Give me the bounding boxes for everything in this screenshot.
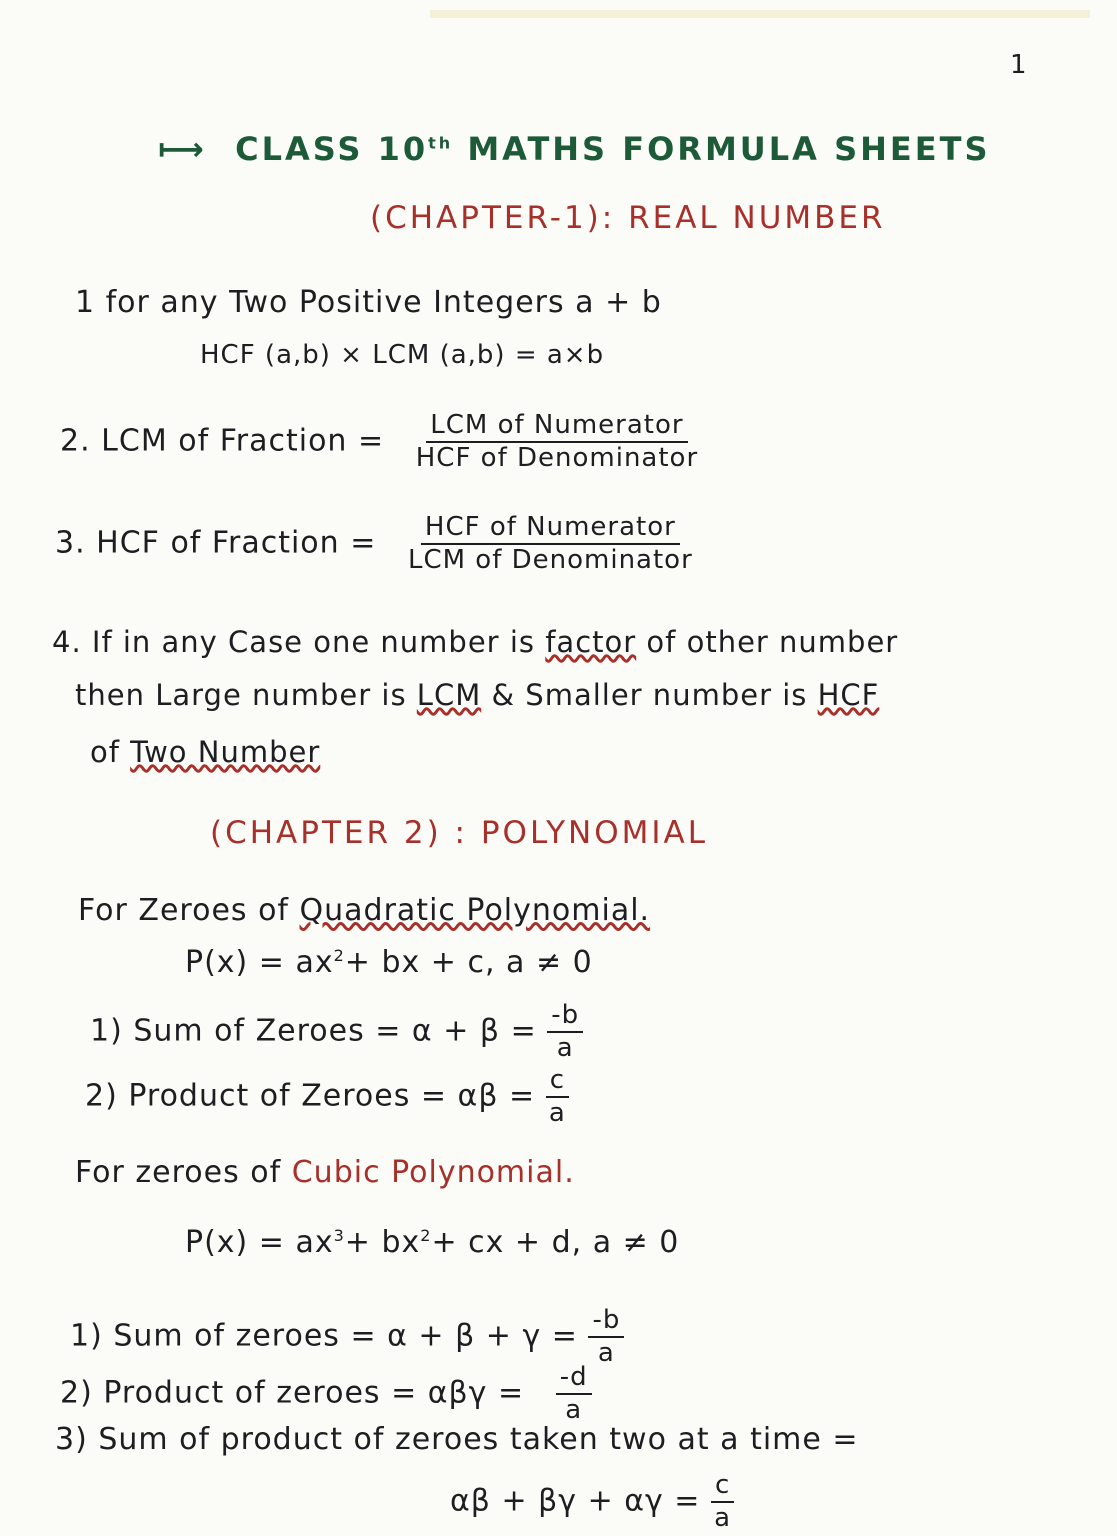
product-fraction (546, 1065, 569, 1129)
arrow-right-icon: ⟼ (158, 130, 207, 168)
cubic-sop-label: 3) Sum of product of zeroes taken two at a time = (55, 1422, 859, 1457)
sop-fraction (711, 1470, 734, 1534)
item1-text: 1 for any Two Positive Integers a + b (75, 285, 662, 320)
denominator: a (556, 1033, 574, 1064)
poly-exp: 2 (420, 1226, 432, 1245)
item4-line3 (90, 735, 320, 769)
item4-two-number: Two Number (130, 735, 321, 769)
denominator: a (548, 1098, 566, 1129)
cubic-product (60, 1362, 592, 1426)
quadratic-intro (78, 893, 650, 928)
item4-text: then Large number is (75, 678, 417, 712)
item3-label: 3. HCF of Fraction = (55, 525, 377, 561)
product-label: 2) Product of zeroes = αβγ = (60, 1375, 535, 1411)
denominator: a (714, 1503, 732, 1534)
item2 (60, 410, 698, 474)
sum-fraction (547, 1000, 583, 1064)
item2-denominator: HCF of Denominator (415, 443, 699, 474)
item4-text: 4. If in any Case one number is (52, 625, 546, 659)
sum-fraction (588, 1305, 624, 1369)
item4-line1 (52, 625, 898, 659)
numerator: c (546, 1065, 569, 1098)
cubic-polynomial-label: Cubic Polynomial. (291, 1155, 575, 1190)
quadratic-product (85, 1065, 569, 1129)
page-title (158, 130, 990, 168)
poly-exp: 2 (333, 946, 345, 965)
cubic-sum (70, 1305, 624, 1369)
denominator: a (597, 1338, 615, 1369)
scan-edge (430, 10, 1090, 18)
item4-factor: factor (545, 625, 637, 659)
item4-text: of (90, 735, 131, 769)
item2-fraction (416, 410, 698, 474)
item4-line2 (75, 678, 879, 712)
item4-hcf: HCF (817, 678, 880, 712)
item1-formula: HCF (a,b) × LCM (a,b) = a×b (200, 340, 605, 370)
chapter2-name: POLYNOMIAL (480, 815, 708, 851)
quadratic-intro-text: For Zeroes of (78, 893, 300, 928)
cubic-intro (75, 1155, 575, 1190)
poly-part: P(x) = ax (185, 945, 334, 980)
item4-text: of other number (636, 625, 899, 659)
title-rest: MATHS FORMULA SHEETS (453, 130, 991, 168)
quadratic-sum (90, 1000, 583, 1064)
poly-exp: 3 (333, 1226, 345, 1245)
chapter1-name: REAL NUMBER (628, 200, 886, 236)
cubic-intro-text: For zeroes of (75, 1155, 292, 1190)
cubic-poly (185, 1225, 679, 1260)
numerator: -d (556, 1362, 592, 1395)
poly-part: P(x) = ax (185, 1225, 334, 1260)
chapter2-heading (210, 815, 708, 851)
chapter2-prefix: (CHAPTER 2) : (210, 815, 481, 851)
item3-fraction (408, 512, 693, 576)
sum-label: 1) Sum of zeroes = α + β + γ = (70, 1318, 589, 1354)
chapter1-prefix: (CHAPTER-1): (370, 200, 629, 236)
chapter1-heading (370, 200, 886, 236)
quadratic-polynomial-label: Quadratic Polynomial. (299, 893, 651, 928)
item4-lcm: LCM (416, 678, 482, 712)
page-number: 1 (1010, 50, 1028, 80)
poly-part: + bx (344, 1225, 421, 1260)
item3-denominator: LCM of Denominator (407, 545, 693, 576)
poly-part: + bx + c, a ≠ 0 (344, 945, 593, 980)
title-text: CLASS 10 (235, 130, 429, 168)
sop-formula-text: αβ + βγ + αγ = (450, 1483, 711, 1519)
numerator: -b (588, 1305, 624, 1338)
item4-text: & Smaller number is (481, 678, 818, 712)
numerator: c (711, 1470, 734, 1503)
sum-label: 1) Sum of Zeroes = α + β = (90, 1013, 548, 1049)
item2-label: 2. LCM of Fraction = (60, 423, 385, 459)
product-label: 2) Product of Zeroes = αβ = (85, 1078, 546, 1114)
numerator: -b (547, 1000, 583, 1033)
quadratic-poly (185, 945, 593, 980)
item3 (55, 512, 693, 576)
title-sup: th (428, 133, 454, 153)
item3-numerator: HCF of Numerator (421, 512, 680, 545)
product-fraction (556, 1362, 592, 1426)
item2-numerator: LCM of Numerator (426, 410, 687, 443)
poly-part: + cx + d, a ≠ 0 (431, 1225, 680, 1260)
denominator: a (565, 1395, 583, 1426)
cubic-sop-formula (450, 1470, 734, 1534)
